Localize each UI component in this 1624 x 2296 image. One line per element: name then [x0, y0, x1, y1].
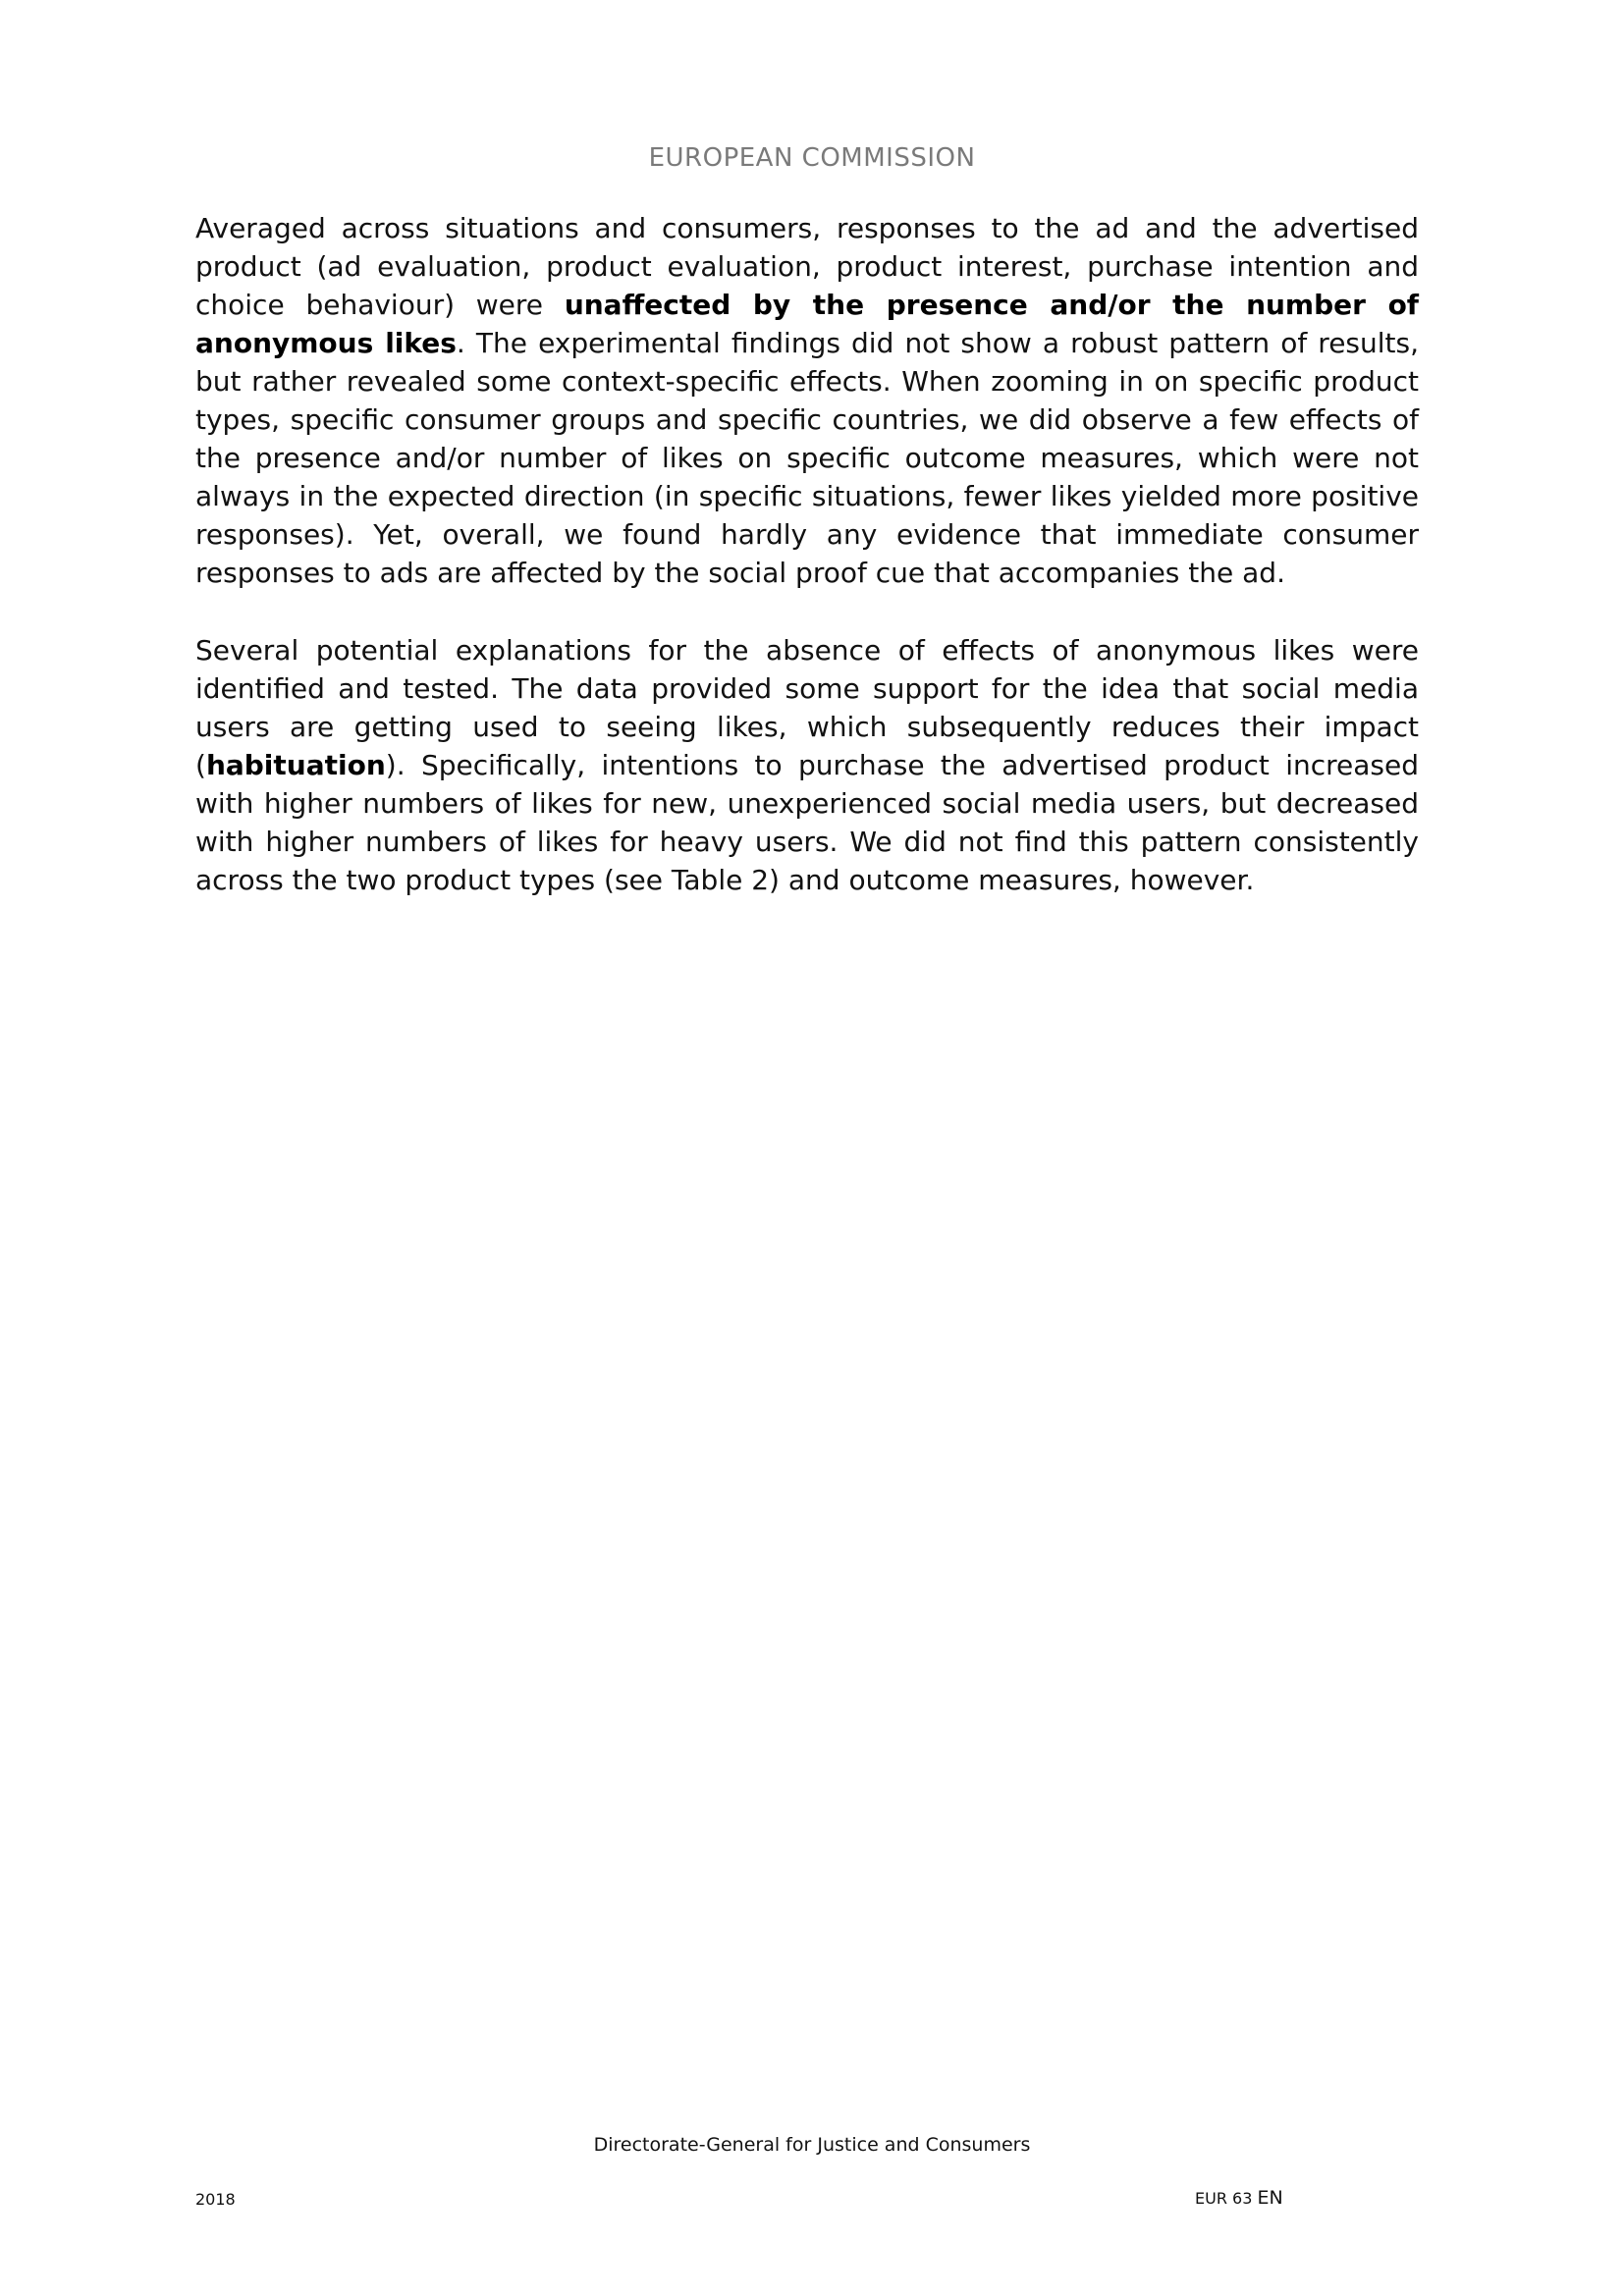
language-code: EN — [1257, 2187, 1283, 2209]
body-paragraph — [195, 631, 1419, 899]
emphasis-text: unaffected by the presence and/or the number of anonymous likes — [195, 289, 1419, 359]
body-paragraph — [195, 209, 1419, 592]
paragraph-text: Several potential explanations for the absence of effects of anonymous likes were identified and tested. The data provided some support for the idea that social media users are getting used to seeing likes, which subsequently reduces their impact ( — [195, 634, 1419, 781]
emphasis-text: habituation — [205, 749, 386, 781]
paragraph-text: . The experimental findings did not show a robust pattern of results, but rather revealed some context-specific effects. When zooming in on specific product types, specific consumer groups and specific countries, we did observe a few effects of the presence and/or number of likes on specific outcome measures, which were not always in the expected direction (in specific situations, fewer likes yielded more positive responses). Yet, overall, we found hardly any evidence that immediate consumer responses to ads are affected by the social proof cue that accompanies the ad. — [195, 327, 1420, 589]
paragraph-text: Averaged across situations and consumers, responses to the ad and the advertised product (ad evaluation, product evaluation, product interest, purchase intention and choice behaviour) were — [195, 212, 1419, 321]
paragraph-text: ). Specifically, intentions to purchase the advertised product increased with higher numbers of likes for new, unexperienced social media users, but decreased with higher numbers of likes for heavy users. We did not find this pattern consistently across the two product types (see Table 2) and outcome measures, however. — [195, 749, 1419, 896]
footer-report-code — [1195, 2187, 1283, 2209]
footer-year: 2018 — [195, 2190, 236, 2209]
page-header: EUROPEAN COMMISSION — [648, 143, 976, 173]
footer-directorate: Directorate-General for Justice and Consumers — [593, 2134, 1031, 2156]
report-number: EUR 63 — [1195, 2189, 1253, 2208]
